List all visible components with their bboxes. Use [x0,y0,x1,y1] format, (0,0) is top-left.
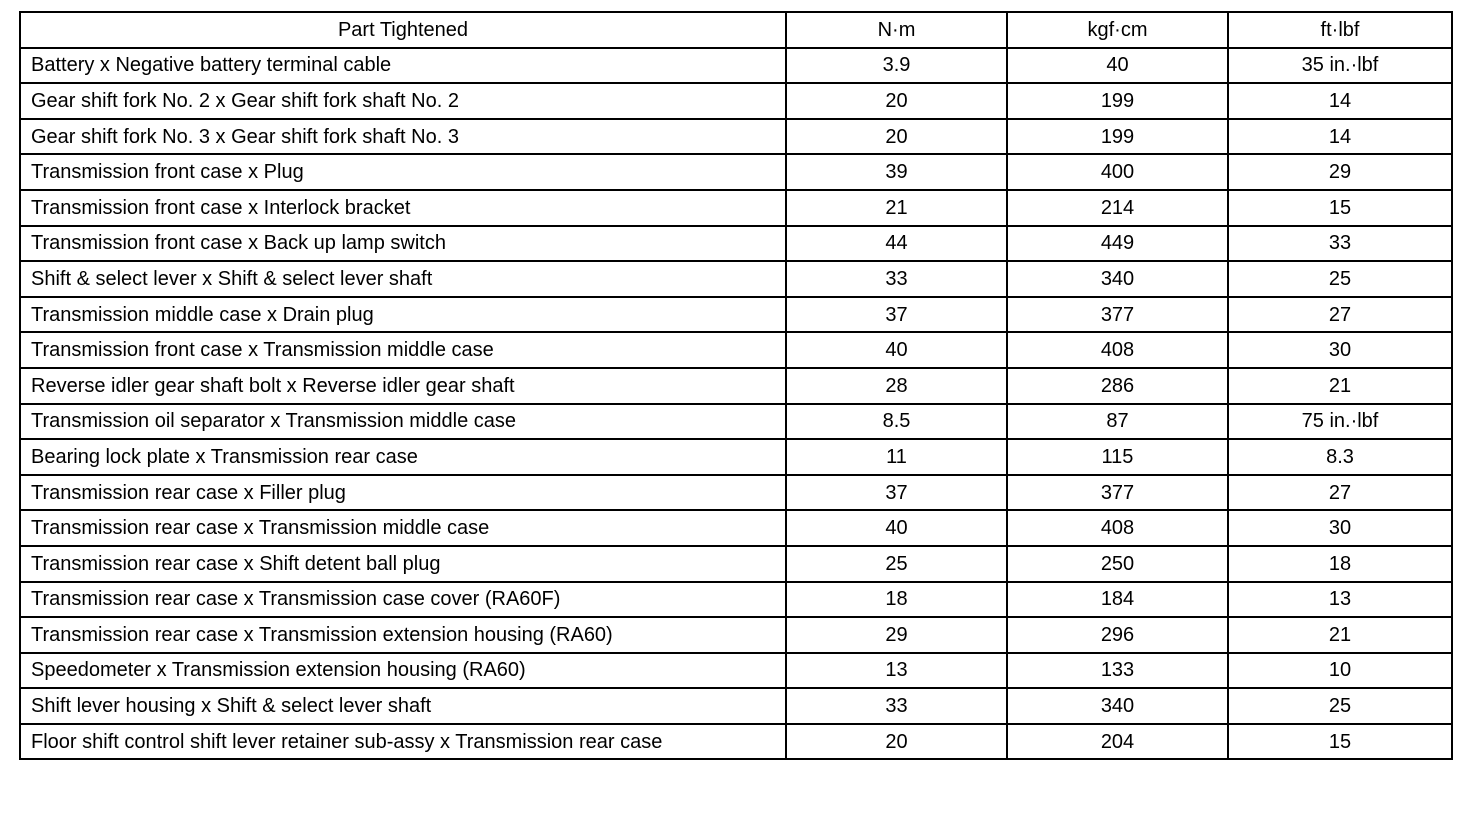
part-cell: Transmission middle case x Drain plug [20,297,786,333]
table-row [20,332,1452,368]
table-row [20,724,1452,760]
ft-lbf-cell: 25 [1228,261,1452,297]
ft-lbf-cell: 14 [1228,83,1452,119]
table-row [20,226,1452,262]
ft-lbf-cell: 33 [1228,226,1452,262]
part-cell: Transmission rear case x Transmission middle case [20,510,786,546]
kgf-cm-cell: 377 [1007,475,1228,511]
table-row [20,439,1452,475]
nm-cell: 28 [786,368,1007,404]
column-header-nm: N·m [786,12,1007,48]
part-cell: Floor shift control shift lever retainer sub-assy x Transmission rear case [20,724,786,760]
part-cell: Transmission front case x Transmission middle case [20,332,786,368]
ft-lbf-cell: 15 [1228,724,1452,760]
kgf-cm-cell: 340 [1007,688,1228,724]
ft-lbf-cell: 75 in.·lbf [1228,404,1452,440]
part-cell: Gear shift fork No. 3 x Gear shift fork shaft No. 3 [20,119,786,155]
nm-cell: 20 [786,83,1007,119]
kgf-cm-cell: 40 [1007,48,1228,84]
nm-cell: 20 [786,119,1007,155]
table-row [20,510,1452,546]
column-header-part: Part Tightened [20,12,786,48]
ft-lbf-cell: 15 [1228,190,1452,226]
table-body [20,48,1452,760]
column-header-kgf-cm: kgf·cm [1007,12,1228,48]
kgf-cm-cell: 340 [1007,261,1228,297]
part-cell: Transmission rear case x Filler plug [20,475,786,511]
part-cell: Transmission rear case x Transmission case cover (RA60F) [20,582,786,618]
kgf-cm-cell: 250 [1007,546,1228,582]
ft-lbf-cell: 8.3 [1228,439,1452,475]
part-cell: Transmission rear case x Transmission extension housing (RA60) [20,617,786,653]
ft-lbf-cell: 18 [1228,546,1452,582]
table-row [20,261,1452,297]
table-row [20,119,1452,155]
table-row [20,368,1452,404]
part-cell: Transmission front case x Back up lamp switch [20,226,786,262]
kgf-cm-cell: 377 [1007,297,1228,333]
ft-lbf-cell: 30 [1228,332,1452,368]
nm-cell: 25 [786,546,1007,582]
ft-lbf-cell: 27 [1228,297,1452,333]
ft-lbf-cell: 21 [1228,617,1452,653]
table-row [20,617,1452,653]
ft-lbf-cell: 14 [1228,119,1452,155]
part-cell: Bearing lock plate x Transmission rear case [20,439,786,475]
table-row [20,475,1452,511]
kgf-cm-cell: 449 [1007,226,1228,262]
table-row [20,653,1452,689]
part-cell: Transmission rear case x Shift detent ball plug [20,546,786,582]
kgf-cm-cell: 400 [1007,154,1228,190]
nm-cell: 18 [786,582,1007,618]
nm-cell: 37 [786,475,1007,511]
table-row [20,154,1452,190]
table-row [20,48,1452,84]
ft-lbf-cell: 35 in.·lbf [1228,48,1452,84]
kgf-cm-cell: 296 [1007,617,1228,653]
nm-cell: 39 [786,154,1007,190]
kgf-cm-cell: 87 [1007,404,1228,440]
ft-lbf-cell: 30 [1228,510,1452,546]
nm-cell: 33 [786,261,1007,297]
part-cell: Shift lever housing x Shift & select lever shaft [20,688,786,724]
table-row [20,404,1452,440]
part-cell: Battery x Negative battery terminal cable [20,48,786,84]
nm-cell: 8.5 [786,404,1007,440]
part-cell: Transmission front case x Interlock bracket [20,190,786,226]
table-row [20,297,1452,333]
part-cell: Shift & select lever x Shift & select lever shaft [20,261,786,297]
table-row [20,546,1452,582]
nm-cell: 40 [786,332,1007,368]
nm-cell: 3.9 [786,48,1007,84]
kgf-cm-cell: 133 [1007,653,1228,689]
part-cell: Speedometer x Transmission extension housing (RA60) [20,653,786,689]
ft-lbf-cell: 27 [1228,475,1452,511]
kgf-cm-cell: 286 [1007,368,1228,404]
ft-lbf-cell: 13 [1228,582,1452,618]
part-cell: Gear shift fork No. 2 x Gear shift fork shaft No. 2 [20,83,786,119]
kgf-cm-cell: 204 [1007,724,1228,760]
kgf-cm-cell: 184 [1007,582,1228,618]
kgf-cm-cell: 408 [1007,510,1228,546]
nm-cell: 40 [786,510,1007,546]
kgf-cm-cell: 214 [1007,190,1228,226]
column-header-ft-lbf: ft·lbf [1228,12,1452,48]
nm-cell: 29 [786,617,1007,653]
nm-cell: 21 [786,190,1007,226]
ft-lbf-cell: 10 [1228,653,1452,689]
ft-lbf-cell: 21 [1228,368,1452,404]
part-cell: Transmission oil separator x Transmission middle case [20,404,786,440]
nm-cell: 11 [786,439,1007,475]
part-cell: Transmission front case x Plug [20,154,786,190]
torque-specification-table [19,11,1453,760]
table-row [20,190,1452,226]
nm-cell: 37 [786,297,1007,333]
part-cell: Reverse idler gear shaft bolt x Reverse idler gear shaft [20,368,786,404]
table-row [20,83,1452,119]
kgf-cm-cell: 199 [1007,119,1228,155]
ft-lbf-cell: 25 [1228,688,1452,724]
nm-cell: 20 [786,724,1007,760]
kgf-cm-cell: 115 [1007,439,1228,475]
table-row [20,582,1452,618]
nm-cell: 44 [786,226,1007,262]
table-row [20,688,1452,724]
table-header-row [20,12,1452,48]
ft-lbf-cell: 29 [1228,154,1452,190]
nm-cell: 13 [786,653,1007,689]
kgf-cm-cell: 199 [1007,83,1228,119]
kgf-cm-cell: 408 [1007,332,1228,368]
nm-cell: 33 [786,688,1007,724]
